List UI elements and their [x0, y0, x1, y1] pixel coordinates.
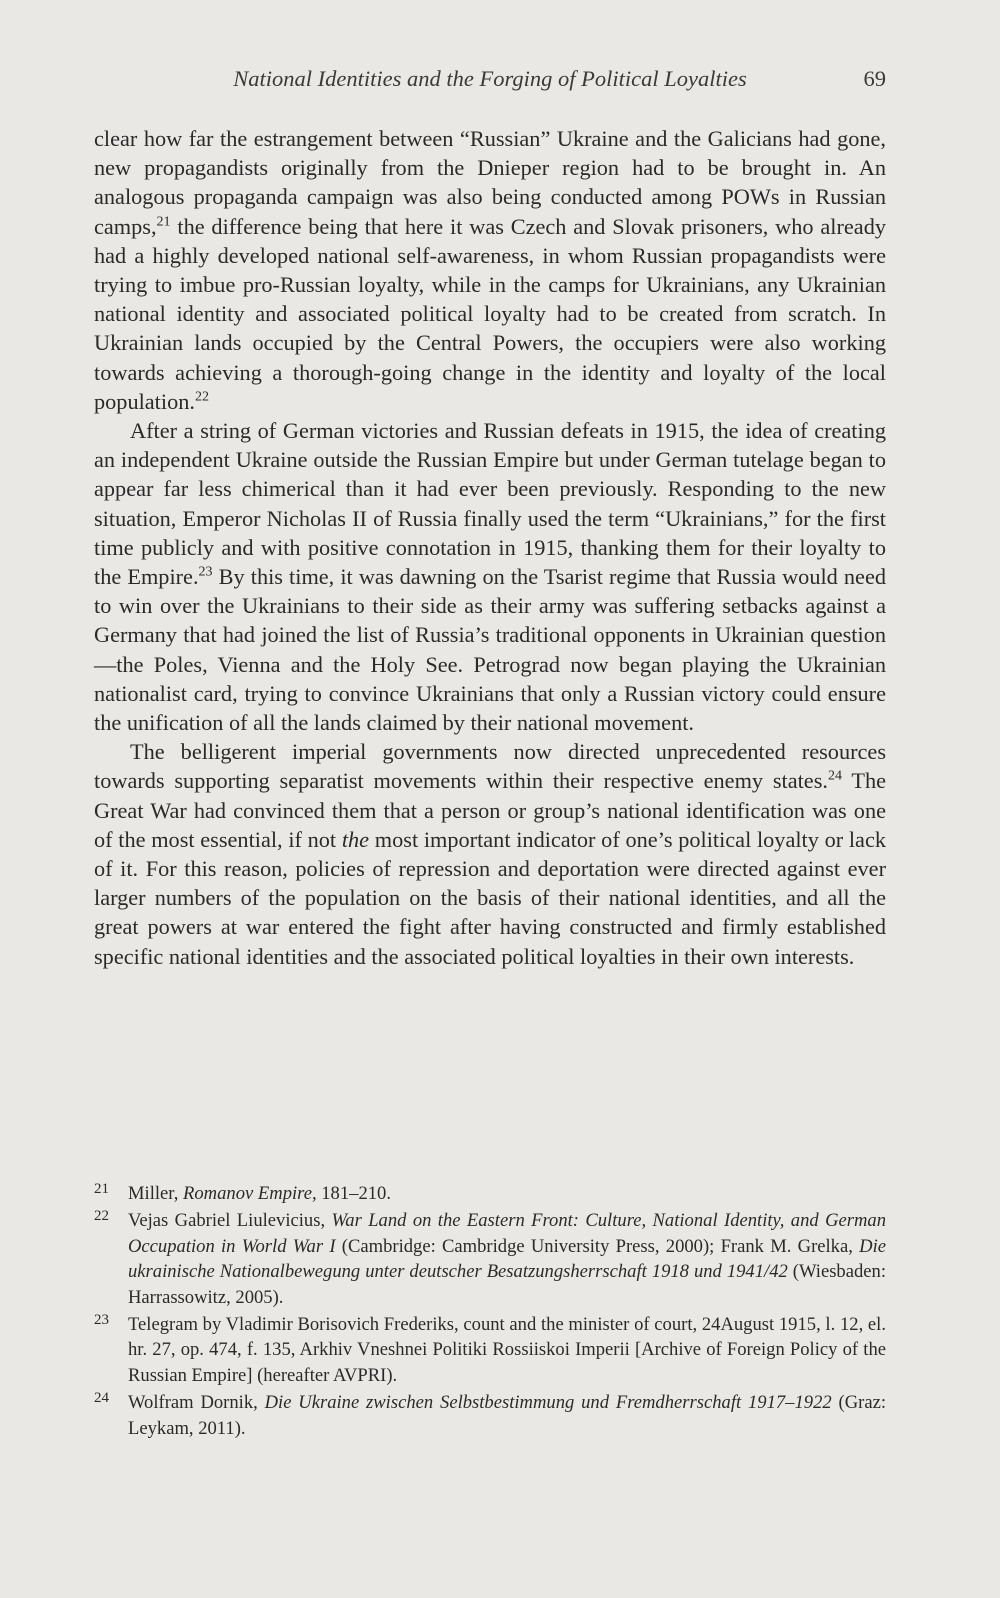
footnote-title: Romanov Empire,	[183, 1183, 317, 1204]
paragraph-3-text-c: most important indicator of one’s political loyalty or lack of it. For this reason, policies of repression and deportation were directed against ever larger numbers of the population on the basis of their national identities, and all the great powers at war entered the fight after having constructed and firmly established specific national identities and the associated political loyalties in their own interests.	[94, 826, 886, 969]
paragraph-3-text-b: The Great War had convinced them that a person or group’s national identification was one of the most essential, if not	[94, 768, 886, 852]
footnote-number: 22	[94, 1208, 109, 1225]
footnote-number: 21	[94, 1181, 109, 1197]
footnote-title: War Land on the Eastern Front: Culture, National Identity, and German Occupation in World War I	[128, 1210, 887, 1257]
footnote-ref-21: 21	[156, 214, 171, 230]
running-header	[94, 66, 886, 102]
footnote-24	[94, 1390, 886, 1441]
paragraph-2-text-b: By this time, it was dawning on the Tsarist regime that Russia would need to win over the Ukrainians to their side as their army was suffering setbacks against a Germany that had joined the list of Russia’s traditional opponents in Ukrainian question—the Poles, Vienna and the Holy See. Petrograd now began playing the Ukrainian nationalist card, trying to convince Ukrainians that only a Russian victory could ensure the unification of all the lands claimed by their national movement.	[94, 564, 886, 736]
footnote-text: (Graz: Leykam, 2011).	[128, 1392, 886, 1439]
footnote-text: 181–210.	[316, 1183, 391, 1204]
paragraph-3-text-a: The belligerent imperial governments now directed unprecedented resources towards supporting separatist movements within their respective enemy states.	[94, 739, 886, 794]
footnote-23	[94, 1312, 886, 1388]
footnote-22	[94, 1208, 886, 1310]
footnote-text: (Wiesbaden: Harrassowitz, 2005).	[128, 1261, 886, 1308]
footnote-21	[94, 1181, 886, 1206]
footnote-text: Vejas Gabriel Liulevicius,	[128, 1210, 332, 1232]
footnote-text: Miller,	[128, 1183, 184, 1204]
main-text	[94, 124, 886, 971]
page-number: 69	[863, 66, 886, 91]
footnote-title: Die ukrainische Nationalbewegung unter deutscher Besatzungsherrschaft 1918 und 1941/42	[128, 1235, 886, 1283]
paragraph-1	[94, 124, 886, 416]
footnote-text: (Cambridge: Cambridge University Press, 2000); Frank M. Grelka,	[335, 1235, 860, 1257]
paragraph-3-emphasis: the	[341, 826, 370, 852]
footnote-ref-22: 22	[194, 389, 209, 405]
footnote-text: Telegram by Vladimir Borisovich Frederiks, count and the minister of court, 24August 1915, l. 12, el. hr. 27, op. 474, f. 135, Arkhiv Vneshnei Politiki Rossiiskoi Imperii [Archive of Foreign Policy of the Russian Empire] (hereafter AVPRI).	[128, 1314, 886, 1386]
paragraph-2-text-a: After a string of German victories and Russian defeats in 1915, the idea of creating an independent Ukraine outside the Russian Empire but under German tutelage began to appear far less chimerical than it had ever been previously. Responding to the new situation, Emperor Nicholas II of Russia finally used the term “Ukrainians,” for the first time publicly and with positive connotation in 1915, thanking them for their loyalty to the Empire.	[94, 418, 886, 590]
paragraph-3	[94, 737, 886, 971]
footnotes	[94, 1181, 886, 1442]
footnote-title: Die Ukraine zwischen Selbstbestimmung und Fremdherrschaft 1917–1922	[264, 1392, 832, 1414]
paragraph-1-text-a: clear how far the estrangement between “Russian” Ukraine and the Galicians had gone, new propagandists originally from the Dnieper region had to be brought in. An analogous propaganda campaign was also being conducted among POWs in Russian camps,	[94, 126, 886, 239]
paragraph-2	[94, 416, 886, 737]
footnote-number: 24	[94, 1390, 109, 1407]
footnote-text: Wolfram Dornik,	[128, 1392, 265, 1414]
running-title: National Identities and the Forging of Political Loyalties	[233, 66, 747, 91]
paragraph-1-text-b: the difference being that here it was Czech and Slovak prisoners, who already had a highly developed national self-awareness, in whom Russian propagandists were trying to imbue pro-Russian loyalty, while in the camps for Ukrainians, any Ukrainian national identity and associated political loyalty had to be created from scratch. In Ukrainian lands occupied by the Central Powers, the occupiers were also working towards achieving a thorough-going change in the identity and loyalty of the local population.	[94, 213, 886, 414]
footnote-number: 23	[94, 1312, 109, 1329]
footnote-ref-23: 23	[198, 564, 213, 580]
footnote-ref-24: 24	[827, 769, 842, 785]
